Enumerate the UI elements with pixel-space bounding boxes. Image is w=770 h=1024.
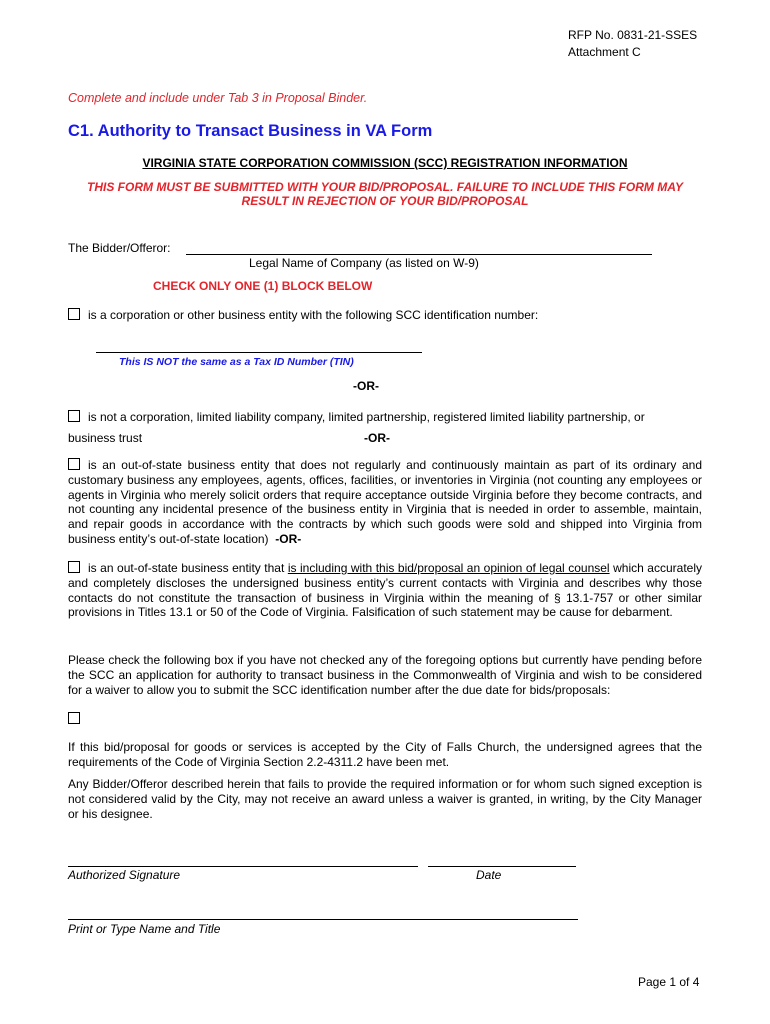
print-name-label: Print or Type Name and Title [68,922,221,936]
legal-counsel-opinion: is including with this bid/proposal an opinion of legal counsel [287,561,610,575]
date-field[interactable] [428,866,576,867]
option-1-text: is a corporation or other business entity with the following SCC identification number: [88,308,539,322]
bidder-caption: Legal Name of Company (as listed on W-9) [249,256,479,270]
warning-line-1: THIS FORM MUST BE SUBMITTED WITH YOUR BID/PROPOSAL. FAILURE TO INCLUDE THIS FORM MAY [87,180,683,194]
warning-line-2: RESULT IN REJECTION OF YOUR BID/PROPOSAL [241,194,529,208]
pending-application-text: Please check the following box if you have not checked any of the foregoing options but currently have pending before the SCC an application for authority to transact business in the Commonwealth of Virginia and wish to be considered for a waiver to allow you to submit the SCC identification number after the due date for bids/proposals: [68,653,702,697]
option-2 [68,410,702,425]
option-2-text-cont: business trust [68,431,143,445]
or-separator-1: -OR- [353,379,379,393]
option-3-checkbox[interactable] [68,458,80,470]
option-4-checkbox[interactable] [68,561,80,573]
tin-note: This IS NOT the same as a Tax ID Number (TIN) [119,356,354,368]
attachment-label: Attachment C [568,45,641,59]
bidder-label: The Bidder/Offeror: [68,241,171,255]
signature-label: Authorized Signature [68,868,181,882]
pending-checkbox[interactable] [68,712,80,724]
option-2-text: is not a corporation, limited liability company, limited partnership, registered limited liability partnership, or [88,410,645,424]
option-4-text-cont: which accurately and completely discloses the undersigned business entity’s current contacts with Virginia and describes why those contacts do not constitute the transaction of business in Virginia within the meaning of § 13.1-757 or other similar provisions in Titles 13.1 or 50 of the Code of Virginia. Falsification of such statement may be cause for debarment. [68,561,702,620]
print-name-field[interactable] [68,919,578,920]
pending-checkbox-row [68,710,88,728]
option-3-text: is an out-of-state business entity that does not regularly and continuously maintain as part of its ordinary and customary business any employees, agents, offices, facilities, or inventories in Virginia (not counting any employees or agents in Virginia who merely solicit orders that require acceptance outside Virginia before they become contracts, and not counting any incidental presence of the business entity in Virginia that is needed in order to assemble, maintain, and repair goods in accordance with the contracts by which such goods were sold and shipped into Virginia from business entity’s out-of-state location) [68,458,702,546]
acceptance-text: If this bid/proposal for goods or services is accepted by the City of Falls Church, the undersigned agrees that the requirements of the Code of Virginia Section 2.2-4311.2 have been met. [68,740,702,769]
scc-id-field[interactable] [96,352,422,353]
option-3 [68,458,702,547]
option-4 [68,561,702,620]
instruction-text: Complete and include under Tab 3 in Proposal Binder. [68,91,368,105]
page-title: C1. Authority to Transact Business in VA Form [68,122,433,140]
option-1 [68,308,538,322]
rfp-number: RFP No. 0831-21-SSES [568,28,698,42]
or-separator-3: -OR- [275,531,302,546]
option-1-checkbox[interactable] [68,308,80,320]
option-2-checkbox[interactable] [68,410,80,422]
failure-text: Any Bidder/Offeror described herein that fails to provide the required information or for whom such signed exception is not considered valid by the City, may not receive an award unless a waiver is granted, in writing, by the City Manager or his designee. [68,777,702,821]
form-subtitle: VIRGINIA STATE CORPORATION COMMISSION (SCC) REGISTRATION INFORMATION [142,156,628,170]
warning-text [68,180,702,208]
date-label: Date [476,868,502,882]
check-only-one-note: CHECK ONLY ONE (1) BLOCK BELOW [153,279,373,293]
page-number: Page 1 of 4 [638,975,700,989]
signature-field[interactable] [68,866,418,867]
bidder-name-field[interactable] [186,254,652,255]
option-4-text: is an out-of-state business entity that [88,561,285,575]
or-separator-2: -OR- [364,431,390,445]
